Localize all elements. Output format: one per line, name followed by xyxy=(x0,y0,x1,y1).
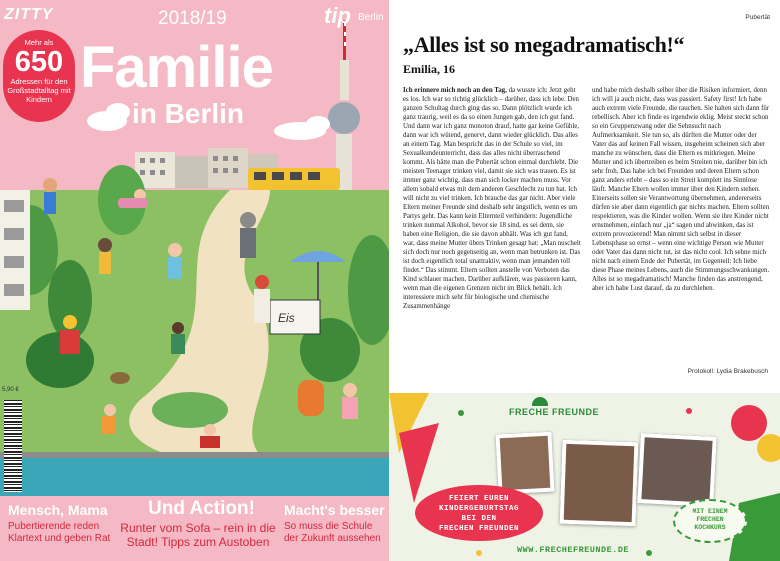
badge-number: 650 xyxy=(14,46,64,78)
ad-url[interactable]: WWW.FRECHEFREUNDE.DE xyxy=(517,545,630,555)
article-credit: Protokoll: Lydia Brakebusch xyxy=(687,368,768,375)
cover-subtitle: in Berlin xyxy=(132,98,245,129)
ad-brand: FRECHE FREUNDE xyxy=(509,407,600,417)
brand-logo: ZITTY xyxy=(4,6,54,23)
svg-text:Eis: Eis xyxy=(278,311,295,325)
cooking-class-bubble xyxy=(673,499,747,543)
article-headline: „Alles ist so megadramatisch!“ xyxy=(403,32,685,57)
snail xyxy=(110,372,130,384)
bubble-line: FEIERT EUREN xyxy=(448,495,509,503)
teaser-heading: Und Action! xyxy=(148,498,255,519)
section-label: Pubertät xyxy=(745,14,770,21)
issue-number: 2018/19 xyxy=(158,8,227,29)
article-lead: Ich erinnere mich noch an den Tag, xyxy=(403,87,507,94)
balloon xyxy=(731,405,767,441)
tv-tower-sphere xyxy=(328,102,360,134)
bubble-line: BEI DEN xyxy=(461,515,497,523)
trash-can xyxy=(298,380,324,416)
teaser-heading: Mensch, Mama xyxy=(8,502,108,518)
bubble-line: FRECHEN FREUNDEN xyxy=(438,525,519,533)
article-text: da wusste ich: Jetzt geht es los. Ich war so richtig glücklich – darüber, dass ich lebe. Den ganzen Schultag durch ging das so. Dann plötzlich wurde ich ganz traurig, weil es da so einen Jungen gab, den ich gut fand. Und dann war ich ganz monoton drauf, hatte gar keine Gefühle, dann war ich wütend, genervt, dann wieder glücklich. Das alles an einem Tag. Man bespricht das in der Schule so viel, im Sexualkundeunterricht, dass das alles nicht überraschend kommt. Als hätte man die Pubertät schon einmal durchlebt. Die meisten Teenager trinken viel, damit sie sich was trauen. Es ist immer ganz wichtig, dass man sich locker machen muss. Vor allem sobald etwas mit dem anderen Geschlecht zu tun hat. Ich will nicht zu viel trinken. Ich brauche das gar nicht. Aber viele Eltern meiner Freunde sind deshalb sehr ängstlich, wenn es um Partys geht. Das kann kein Elternteil verhindern: Jugendliche trinken nunmal Alkohol, bevor sie 18 sind, es sei denn, sie haben eine Religion, die sie davon abhält. Was ich gut fand, war, dass meine Mutter übers Trinken gesagt hat: „Man nuschelt sich doch nur noch gegenseitig an, wenn man betrunken ist. Das ist doch eigentlich total unattraktiv, wenn man jemanden toll findet.“ Das stimmt. Eltern sollten anstelle von Verboten das Kind schlauer machen. Darüber aufklären, was passieren kann, wenn man die eigenen Grenzen nicht im Blick behält. Ich interessiere mich sehr für biologische und chemische Zusammenhänge xyxy=(403,87,581,310)
teaser-text: So muss die Schule der Zukunft aussehen xyxy=(284,521,381,544)
bubble-line: KINDERGEBURTSTAG xyxy=(438,505,519,513)
publisher-logo: tip xyxy=(324,3,351,28)
teaser-text: Pubertierende reden Klartext und geben Rat xyxy=(8,521,111,544)
bubble-line: KOCHKURS xyxy=(694,524,726,531)
price: 5,90 € xyxy=(2,387,19,393)
article-column-2: und habe mich deshalb selber über die Risiken informiert, denn ich will ja auch nicht, dass was passiert. Safety first! Ich habe auch extrem viele Freunde, die rauchen. Sie halten sich dann für rebellisch. Aber ich finde es irgendwie eklig. Meist steckt schon so ein Gruppenzwang oder die Sehnsucht nach Aufmerksamkeit. Sie tun so, als dürften die Mutter oder der Vater das auf keinen Fall wissen, insgeheim scheinen sich aber manche zu wünschen, dass die Eltern es mitkriegen. Meine Mutter und ich übertreiben es beim Streiten nie, darüber bin ich sehr froh. Das habe ich bei Freunden und deren Eltern schon ganz anders erlebt – dass so ein Streit komplett ins Sinnlose läuft. Manche Eltern wollen immer über den Kindern stehen. Einerseits sollen sie Verantwortung übernehmen, andererseits dürfen sie aber dann eigentlich gar nichts machen. Eltern sollten respektieren, was die Kinder wollen. Wenn sie ihre Kinder nicht ernstnehmen, einfach nur „ja“ sagen und abwinken, das ist extrem provozierend! Man nimmt sich selbst in dieser Lebensphase so ernst – wenn eine wichtige Person wie Mutter oder Vater das dann nicht tut, ist das nicht cool. Ich sehne mich nicht nach einem Ende der Pubertät, im Gegenteil: Ich liebe diese Phase meines Lebens, auch die Stimmungsschwankungen. Alles ist so megadramatisch! Manche finden das anstrengend, aber ich habe Lust darauf, da zu durchleben. xyxy=(592,87,770,292)
photo-kids-at-table xyxy=(637,433,717,507)
barcode xyxy=(4,400,22,492)
bush xyxy=(152,392,228,428)
badge-prefix: Mehr als xyxy=(24,38,54,47)
photo-child-cooking xyxy=(495,432,554,495)
birthday-speech-bubble xyxy=(415,485,543,541)
cover-title: Familie xyxy=(80,35,273,100)
bubble-line: MIT EINEM xyxy=(692,508,728,515)
teaser-text: Runter vom Sofa – rein in die Stadt! Tipps zum Austoben xyxy=(120,521,276,549)
article-column-1 xyxy=(403,86,581,311)
article-byline: Emilia, 16 xyxy=(403,62,456,76)
canal-water xyxy=(0,455,389,496)
badge-suffix: Adressen für den Großstadtalltag mit Kindern xyxy=(7,77,71,104)
photo-children-kitchen xyxy=(560,440,639,527)
cover-teasers xyxy=(0,496,389,561)
article-page xyxy=(389,0,780,393)
brand-logo-icon xyxy=(532,397,548,406)
addresses-badge xyxy=(3,30,75,122)
tv-tower-mast xyxy=(340,60,349,100)
bubble-line: FRECHEN xyxy=(696,516,724,523)
building xyxy=(175,156,208,188)
balloon xyxy=(757,434,780,462)
magazine-cover xyxy=(0,0,389,561)
advertisement xyxy=(389,393,780,561)
party-hat xyxy=(399,423,439,503)
teaser-heading: Macht's besser xyxy=(284,502,385,518)
publisher-city: Berlin xyxy=(358,12,384,23)
